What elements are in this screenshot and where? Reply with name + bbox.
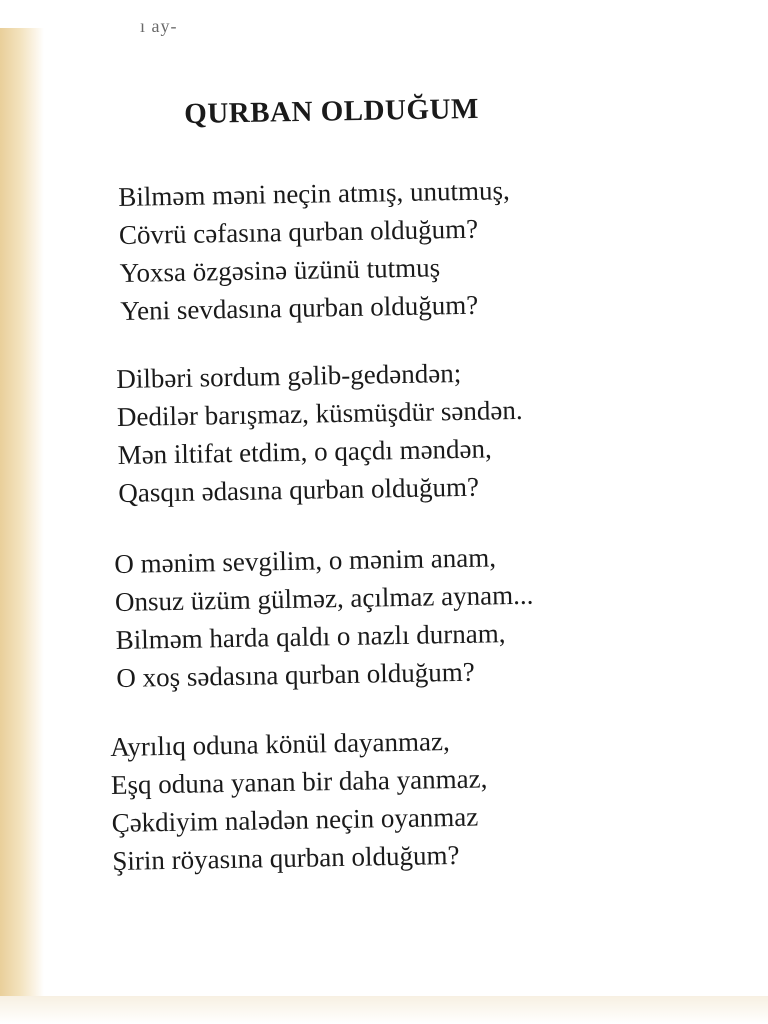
poem-line: Bilməm harda qaldı o nazlı durnam, [115,618,506,655]
page-bottom-shadow [0,996,768,1024]
poem-line: Onsuz üzüm gülməz, açılmaz aynam... [114,579,534,617]
poem-line: Qasqın ədasına qurban olduğum? [118,471,480,508]
poem-line: Çəkdiyim nalədən neçin oyanmaz [111,801,479,838]
running-header-fragment: ı ay- [140,16,178,36]
poem-line: Bilməm məni neçin atmış, unutmuş, [118,175,511,212]
poem-line: Mən iltifat etdim, o qaçdı məndən, [117,433,493,470]
stanza [114,538,535,697]
stanza [116,353,524,512]
poem-line: Ayrılıq oduna könül dayanmaz, [110,726,450,762]
poem-title: QURBAN OLDUĞUM [184,92,480,130]
poem-line: Dedilər barışmaz, küsmüşdür səndən. [116,394,523,432]
stanza [118,171,512,330]
poem-line: Cövrü cəfasına qurban olduğum? [118,213,479,250]
poem-line: O mənim sevgilim, o mənim anam, [114,542,497,579]
poem-line: Şirin röyasına qurban olduğum? [112,839,460,876]
poem-line: Eşq oduna yanan bir daha yanmaz, [110,763,488,800]
stanza [110,721,489,880]
poem-line: Yeni sevdasına qurban olduğum? [120,289,479,326]
poem-line: Yoxsa özgəsinə üzünü tutmuş [119,252,441,288]
poem-line: O xoş sədasına qurban olduğum? [116,656,475,693]
poem-line: Dilbəri sordum gəlib-gedəndən; [116,357,462,394]
page-edge-shadow [0,28,44,998]
